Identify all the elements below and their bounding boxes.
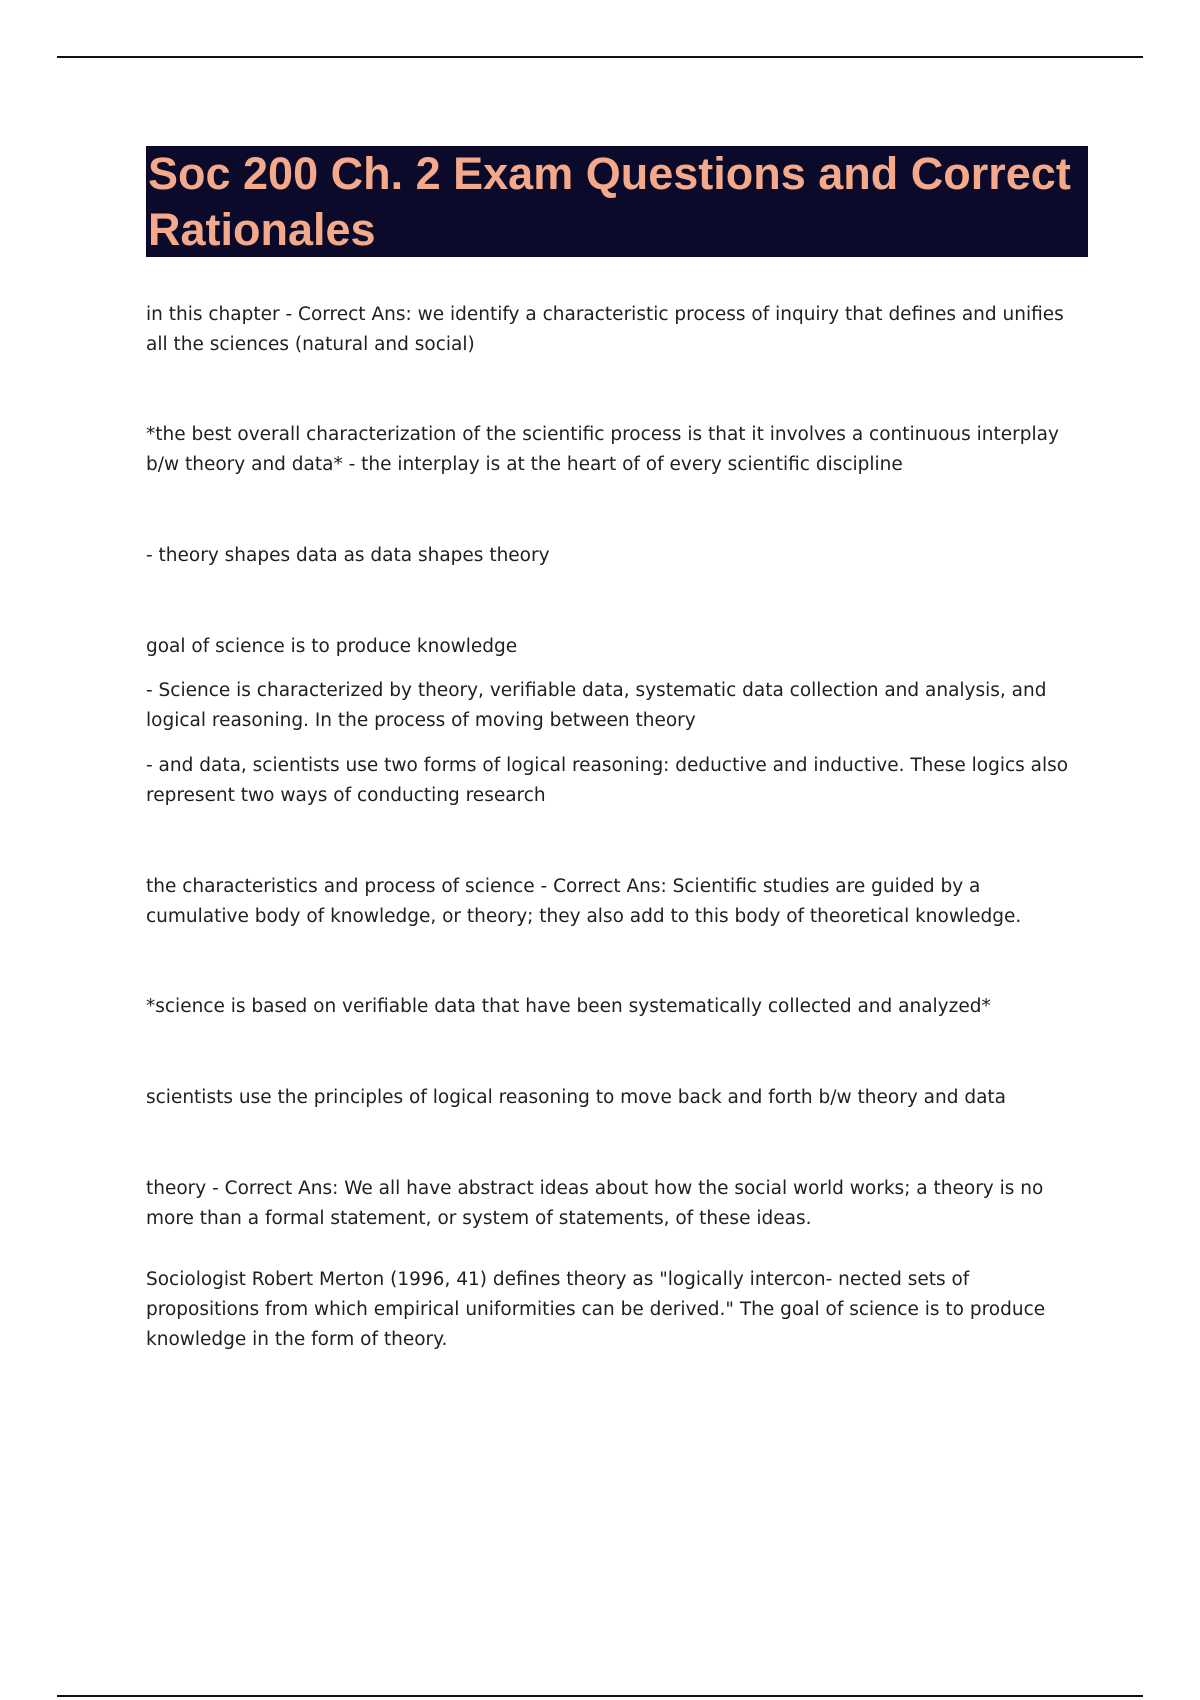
document-title: Soc 200 Ch. 2 Exam Questions and Correct Rationales xyxy=(148,148,1071,255)
paragraph-interplay: *the best overall characterization of the scientific process is that it involves a continuous interplay b/w theory and data* - the interplay is at the heart of of every scientific discipline xyxy=(146,424,1059,475)
paragraph-science-characterized: - Science is characterized by theory, verifiable data, systematic data collection and analysis, and logical reasoning. In the process of moving between theory xyxy=(146,680,1047,731)
paragraph-merton-quote: Sociologist Robert Merton (1996, 41) defines theory as "logically intercon- nected sets of propositions from which empirical uniformities can be derived." The goal of science is to produce knowledge in the form of theory. xyxy=(146,1269,1046,1350)
paragraph-principles-of-reasoning: scientists use the principles of logical reasoning to move back and forth b/w theory and data xyxy=(146,1087,1006,1108)
paragraph-verifiable-data: *science is based on verifiable data that have been systematically collected and analyzed* xyxy=(146,996,991,1017)
bottom-divider-line xyxy=(57,1695,1143,1697)
paragraph-theory-definition: theory - Correct Ans: We all have abstract ideas about how the social world works; a theory is no more than a formal statement, or system of statements, of these ideas. xyxy=(146,1178,1044,1229)
paragraph-in-this-chapter: in this chapter - Correct Ans: we identify a characteristic process of inquiry that defines and unifies all the sciences (natural and social) xyxy=(146,304,1064,355)
paragraph-characteristics-of-science: the characteristics and process of science - Correct Ans: Scientific studies are guided by a cumulative body of knowledge, or theory; they also add to this body of theoretical knowledge. xyxy=(146,876,1022,927)
paragraph-goal-of-science: goal of science is to produce knowledge xyxy=(146,636,518,657)
top-divider-line xyxy=(57,56,1143,58)
paragraph-theory-shapes-data: - theory shapes data as data shapes theory xyxy=(146,545,550,566)
title-banner xyxy=(146,146,1088,257)
paragraph-logical-reasoning: - and data, scientists use two forms of logical reasoning: deductive and inductive. These logics also represent two ways of conducting research xyxy=(146,755,1069,806)
